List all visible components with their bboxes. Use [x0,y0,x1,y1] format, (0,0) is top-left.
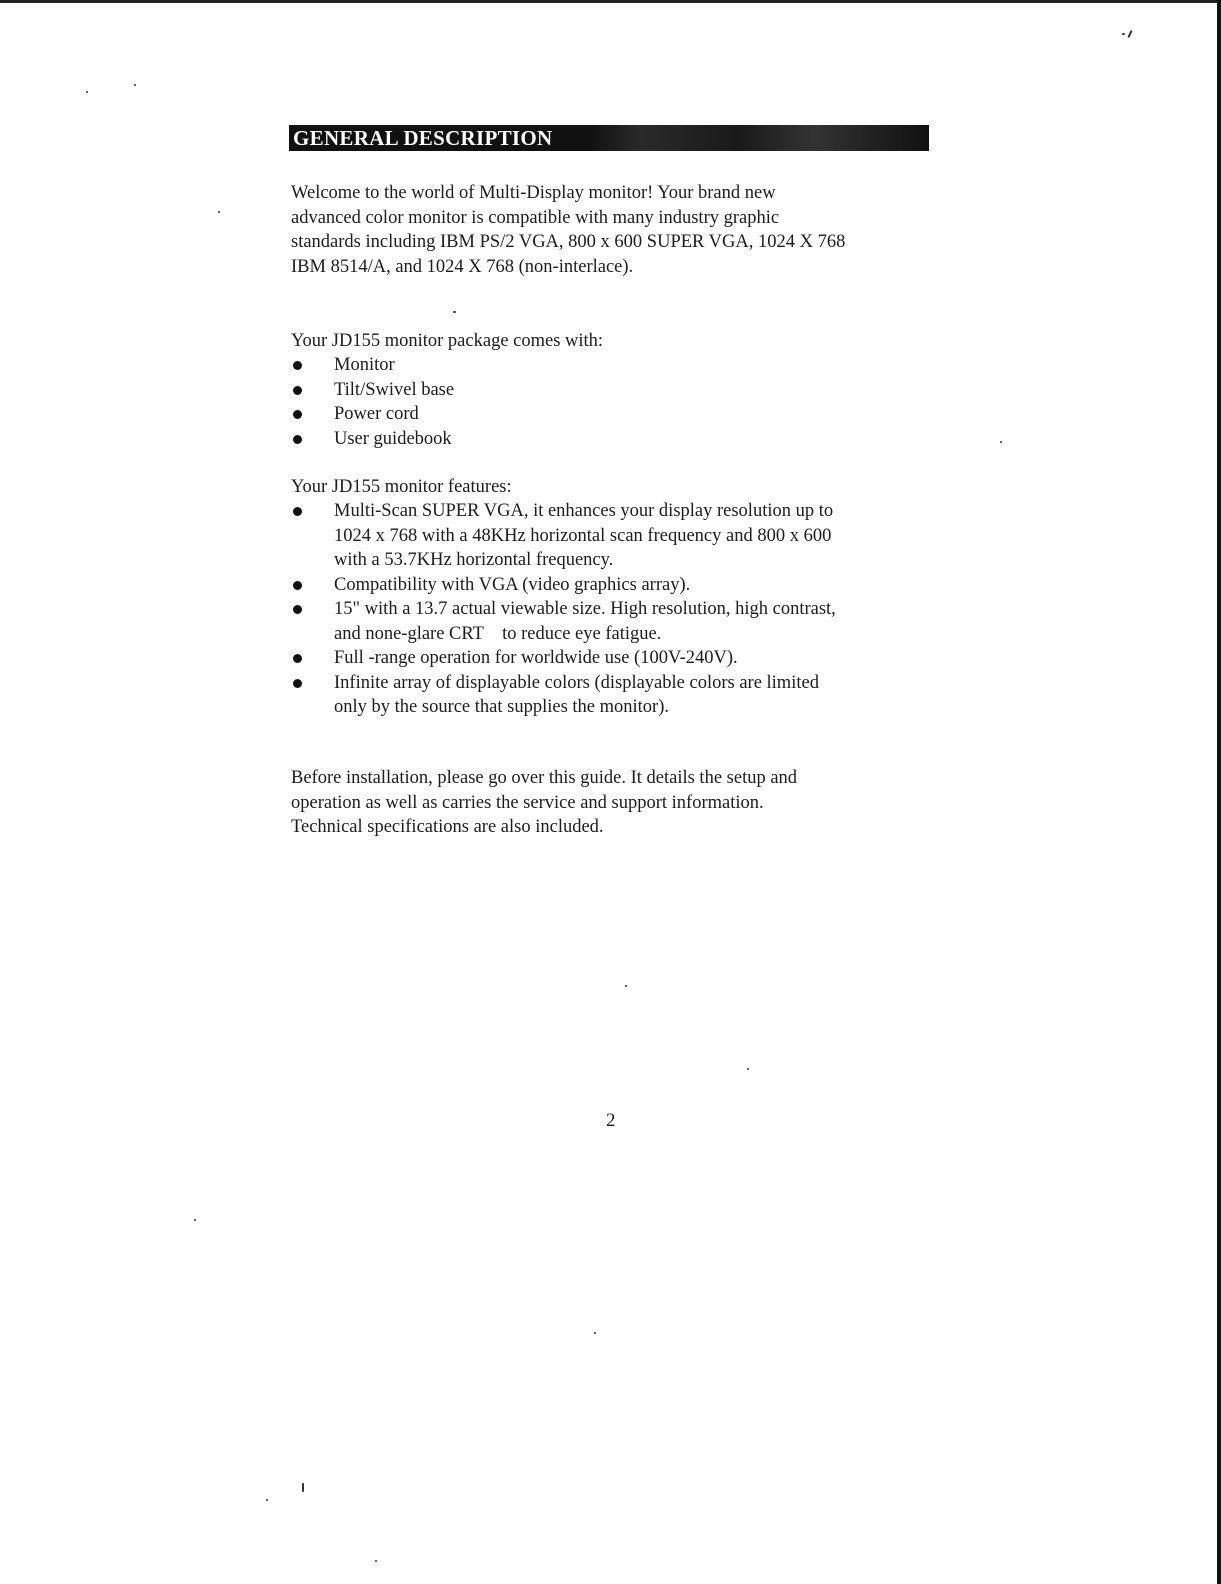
bullet-icon [293,386,302,395]
list-item [291,597,951,646]
scan-edge-top [0,0,1221,3]
bullet-icon [293,654,302,663]
closing-line: Before installation, please go over this guide. It details the setup and [291,768,798,788]
closing-line: operation as well as carries the service and support information. [291,792,764,813]
list-item [291,573,951,598]
scan-speck [86,91,88,93]
feature-line: 15" with a 13.7 actual viewable size. High resolution, high contrast, [334,599,836,619]
list-item: Power cord [291,402,951,427]
scan-edge-right [1217,0,1221,1584]
scan-speck [625,985,627,987]
list-item: Tilt/Swivel base [291,378,951,403]
scan-speck [1122,33,1125,35]
scan-speck [747,1068,749,1070]
list-item [291,671,951,720]
feature-line: Compatibility with VGA (video graphics array). [334,574,691,595]
scan-speck [375,1560,377,1562]
package-list [291,353,951,451]
features-list [291,499,951,720]
feature-line: and none-glare CRT to reduce eye fatigue. [334,623,662,644]
bullet-icon [293,435,302,444]
feature-line: Full -range operation for worldwide use (100V-240V). [334,648,738,668]
bullet-icon [293,605,302,614]
list-item [291,646,951,671]
bullet-icon [293,361,302,370]
intro-line: advanced color monitor is compatible with many industry graphic [291,207,780,228]
scan-speck [1000,441,1002,443]
features-lead: Your JD155 monitor features: [291,477,512,497]
scan-speck [594,1332,596,1334]
scan-speck [218,211,220,213]
intro-paragraph [291,181,941,279]
bullet-icon [293,581,302,590]
list-item [291,499,951,573]
feature-line: with a 53.7KHz horizontal frequency. [334,550,614,570]
section-header-bar [289,125,929,151]
section-title: GENERAL DESCRIPTION [293,126,553,150]
scan-speck [134,84,136,86]
scan-speck [453,311,456,313]
feature-line: Multi-Scan SUPER VGA, it enhances your display resolution up to [334,501,834,521]
bullet-icon [293,679,302,688]
scan-speck [266,1499,268,1501]
list-item: Monitor [291,353,951,378]
intro-line: standards including IBM PS/2 VGA, 800 x 600 SUPER VGA, 1024 X 768 [291,232,846,252]
feature-line: only by the source that supplies the monitor). [334,697,669,717]
feature-line: 1024 x 768 with a 48KHz horizontal scan frequency and 800 x 600 [334,525,832,546]
scan-speck [1127,30,1132,38]
page-number: 2 [606,1110,616,1131]
intro-line: Welcome to the world of Multi-Display monitor! Your brand new [291,183,776,203]
scan-speck [194,1219,196,1221]
closing-line: Technical specifications are also included. [291,817,604,837]
intro-line: IBM 8514/A, and 1024 X 768 (non-interlace). [291,256,634,277]
package-lead: Your JD155 monitor package comes with: [291,331,604,351]
list-item: User guidebook [291,427,951,452]
bullet-icon [293,410,302,419]
feature-line: Infinite array of displayable colors (displayable colors are limited [334,672,819,693]
bullet-icon [293,507,302,516]
scan-speck [302,1483,304,1492]
closing-paragraph [291,766,941,840]
